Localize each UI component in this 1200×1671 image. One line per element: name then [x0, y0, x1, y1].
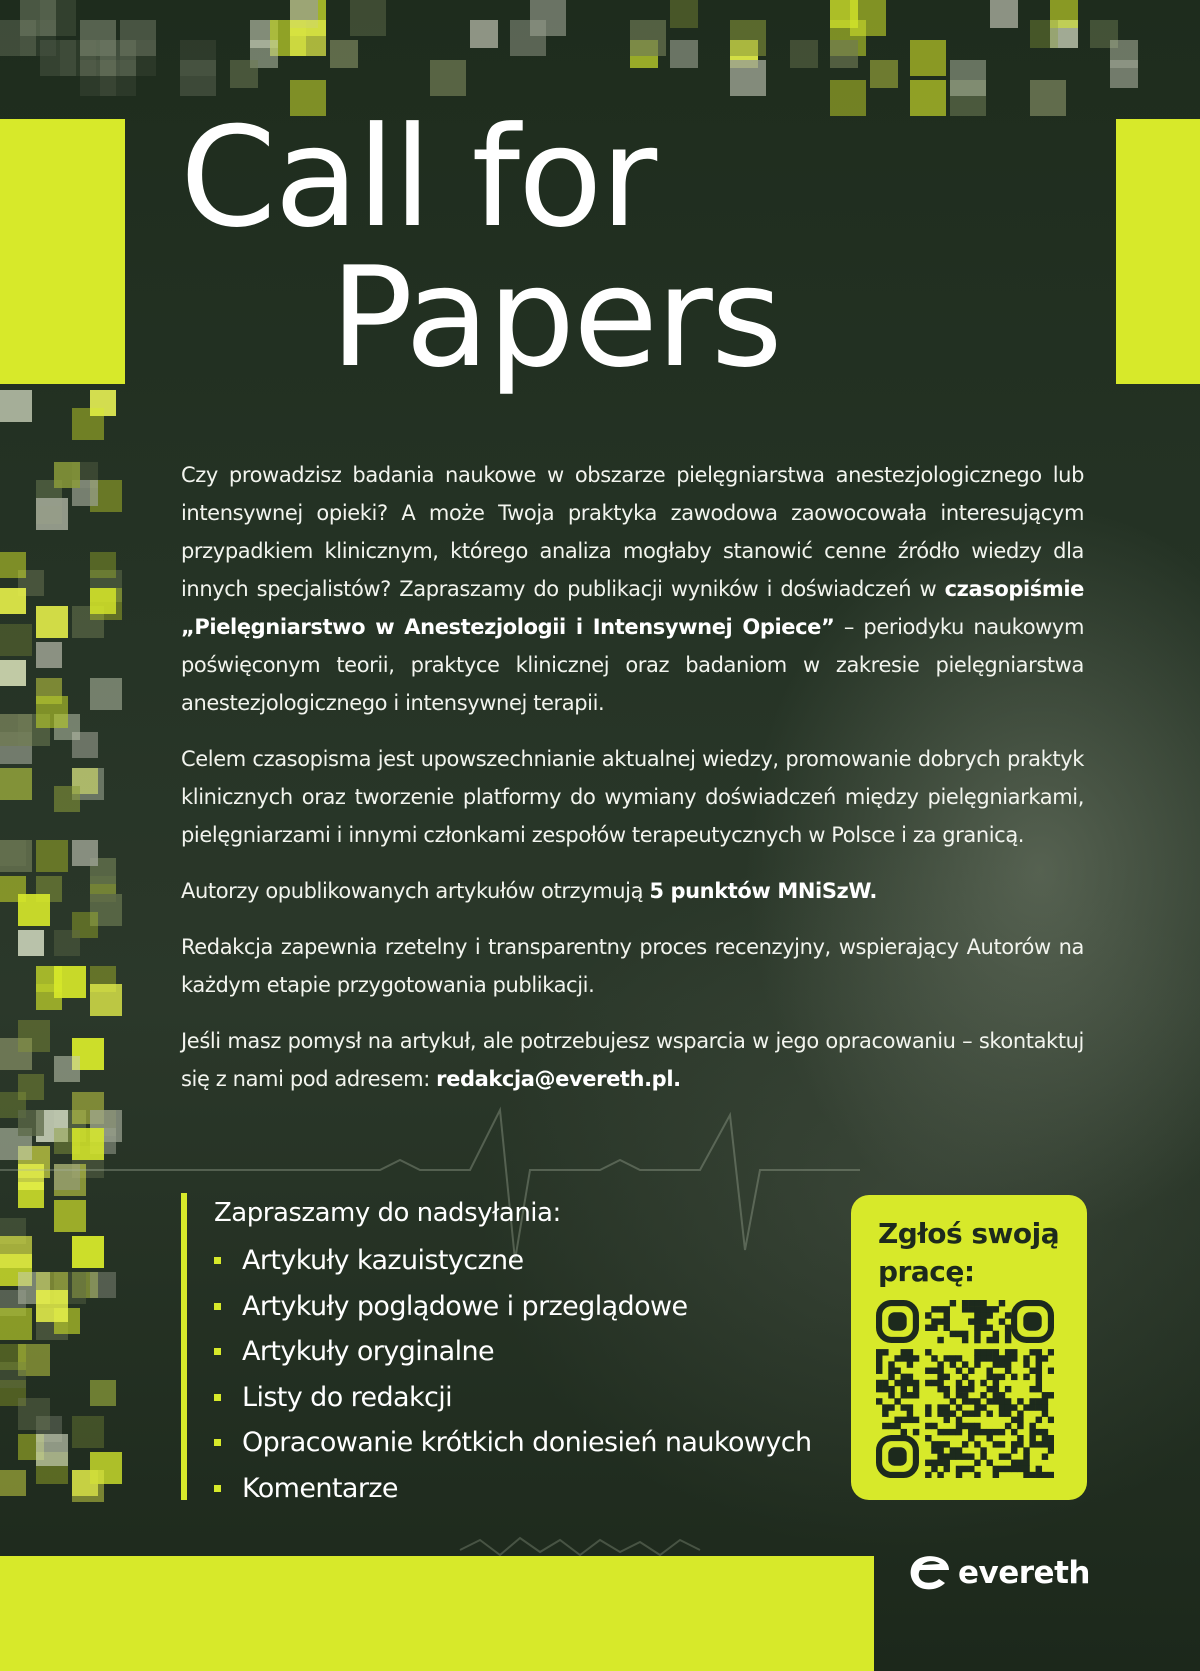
- list-item: [214, 1375, 814, 1421]
- contact-text: Jeśli masz pomysł na artykuł, ale potrzebujesz wsparcia w jego opracowaniu – skontaktuj się z nami pod adresem:: [181, 1029, 1084, 1091]
- submission-list: [214, 1238, 814, 1511]
- paragraph-review: Redakcja zapewnia rzetelny i transparentny proces recenzyjny, wspierający Autorów na każdym etapie przygotowania publikacji.: [181, 935, 1084, 997]
- evereth-logo: [905, 1552, 1090, 1597]
- list-item: [214, 1238, 814, 1284]
- paragraph-intro: [181, 456, 1084, 722]
- list-item-label: Artykuły poglądowe i przeglądowe: [242, 1290, 688, 1322]
- title-line-2: Papers: [330, 237, 781, 398]
- list-item-label: Opracowanie krótkich doniesień naukowych: [242, 1427, 812, 1458]
- qr-label: Zgłoś swoją pracę:: [878, 1217, 1060, 1288]
- logo-text: evereth: [958, 1555, 1090, 1591]
- paragraph-points: [181, 872, 1084, 910]
- list-item-label: Artykuły kazuistyczne: [242, 1245, 524, 1276]
- list-item: [214, 1329, 814, 1375]
- paragraph-goal: Celem czasopisma jest upowszechnianie aktualnej wiedzy, promowanie dobrych praktyk klinicznych oraz tworzenie platformy do wymiany doświadczeń między pielęgniarkami, pielęgniarzami i innymi członkami zespołów terapeutycznych w Polsce i za granicą.: [181, 747, 1084, 847]
- submission-heading: Zapraszamy do nadsyłania:: [214, 1198, 561, 1228]
- bullet-icon: [214, 1257, 221, 1264]
- list-item: [214, 1466, 814, 1512]
- submission-types: [181, 1193, 814, 1504]
- contact-email-link[interactable]: redakcja@evereth.pl.: [436, 1067, 681, 1091]
- list-item-label: Komentarze: [242, 1472, 398, 1504]
- list-item: [214, 1284, 814, 1330]
- bullet-icon: [214, 1303, 221, 1310]
- bullet-icon: [214, 1439, 221, 1446]
- points-value: 5 punktów MNiSzW.: [649, 879, 877, 903]
- intro-text: Czy prowadzisz badania naukowe w obszarze pielęgniarstwa anestezjologicznego lub intensywnej opieki? A może Twoja praktyka zawodowa zaowocowała interesującym przypadkiem klinicznym, którego analiza mogłaby stanowić cenne źródło wiedzy dla innych specjalistów? Zapraszamy do publikacji wyników i doświadczeń w: [181, 463, 1084, 601]
- points-text: Autorzy opublikowanych artykułów otrzymują: [181, 879, 650, 903]
- title-line-1: Call for: [180, 97, 656, 258]
- intro-text-end: – periodyku naukowym poświęconym teorii, praktyce klinicznej oraz badaniom w zakresie pielęgniarstwa anestezjologicznego i intensywnej terapii.: [181, 615, 1085, 715]
- list-item-label: Listy do redakcji: [242, 1381, 453, 1413]
- qr-submit-card[interactable]: [851, 1195, 1087, 1500]
- evereth-logo-icon: [905, 1552, 953, 1594]
- list-item-label: Artykuły oryginalne: [242, 1336, 495, 1367]
- page-title: [180, 97, 781, 398]
- body-text: [181, 456, 1084, 1116]
- list-item: [214, 1420, 814, 1466]
- bullet-icon: [214, 1348, 221, 1355]
- bullet-icon: [214, 1394, 221, 1401]
- qr-code-icon[interactable]: [876, 1300, 1054, 1478]
- bullet-icon: [214, 1485, 221, 1492]
- journal-name: czasopiśmie „Pielęgniarstwo w Anestezjologii i Intensywnej Opiece”: [181, 577, 1084, 639]
- paragraph-contact: [181, 1022, 1084, 1098]
